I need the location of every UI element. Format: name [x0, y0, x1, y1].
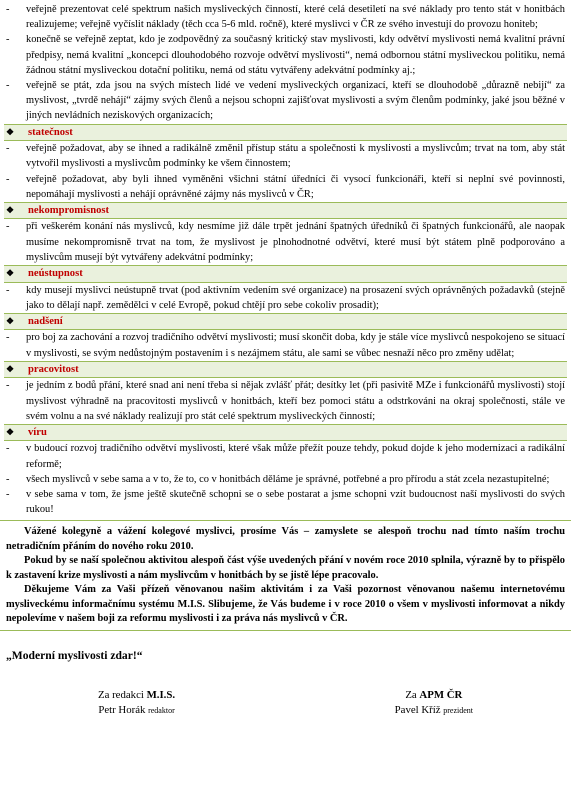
wish-sections [6, 124, 565, 521]
diamond-bullet-icon: ❖ [6, 316, 15, 327]
signature-name: Pavel Kříž [394, 703, 441, 716]
signature-org-prefix: Za redakci [98, 689, 144, 702]
list-item-text: při veškerém konání nás myslivců, kdy nesmíme již dále trpět jednání špatných úředníků či špatných funkcionářů, ale naopak musíme nekompromisně trvat na tom, že myslivost je plnohodnotné odvětví, které musí být státem plně podporováno a myslivcům musejí být vytvářeny adekvátní podmínky; [26, 221, 565, 263]
section-heading [4, 424, 567, 442]
diamond-bullet-icon: ❖ [6, 427, 15, 438]
bullet-dash: - [6, 143, 10, 155]
signatures [6, 688, 565, 718]
closing-paragraph: Vážené kolegyně a vážení kolegové myslivci, prosíme Vás – zamyslete se alespoň trochu nad tímto naším trochu netradičním přáním do nového roku 2010. [6, 526, 565, 552]
bullet-dash: - [6, 221, 10, 233]
list-item [6, 472, 565, 487]
list-item [6, 441, 565, 471]
list-item [6, 172, 565, 202]
list-item-text: v sebe sama v tom, že jsme ještě skutečně schopni se o sebe postarat a jsme schopni vzít budoucnost naší myslivosti do svých rukou! [26, 489, 565, 516]
list-item-text: pro boj za zachování a rozvoj tradičního odvětví myslivosti; musí skončit doba, kdy je stále více myslivců nespokojeno se situací v myslivosti, se svým nedůstojným postavením i s nezájmem státu, ale sami se vůbec nesnaží něco pro změny udělat; [26, 332, 565, 359]
closing-paragraph: Děkujeme Vám za Vaši přízeň věnovanou našim aktivitám i za Vaši pozornost věnovanou našemu internetovému mysliveckému informačnímu systému M.I.S. Slibujeme, že Vás budeme i v roce 2010 o všem v myslivosti informovat a nikdy nepolevíme v našem boji za reformu myslivosti i za práva nás myslivců v ČR. [6, 584, 565, 624]
list-item-text: všech myslivců v sebe sama a v to, že to, co v honitbách děláme je správné, potřebné a pro přírodu a stát zcela nezastupitelné; [26, 473, 550, 485]
diamond-bullet-icon: ❖ [6, 205, 15, 216]
section-heading-label: nekompromisnost [28, 205, 110, 217]
signature-name: Petr Horák [98, 703, 146, 716]
section-heading-label: neústupnost [28, 268, 83, 280]
section-heading-label: statečnost [28, 126, 73, 138]
list-item [6, 141, 565, 171]
list-item-text: v budoucí rozvoj tradičního odvětví myslivosti, které však může přežít pouze tehdy, pokud dojde k jeho modernizaci a radikální reformě; [26, 443, 565, 470]
section-heading [4, 265, 567, 283]
list-item [6, 2, 565, 32]
signature-association [395, 688, 473, 718]
section-heading [4, 124, 567, 142]
bullet-dash: - [6, 332, 10, 344]
bullet-dash: - [6, 380, 10, 392]
greeting: „Moderní myslivosti zdar!“ [6, 649, 143, 663]
section-heading-label: víru [28, 427, 47, 439]
diamond-bullet-icon: ❖ [6, 126, 15, 137]
list-item-text: konečně se veřejně zeptat, kdo je zodpovědný za současný kritický stav myslivosti, kdy odvětví myslivosti nemá kvalitní právní předpisy, nemá kvalitní „koncepci dlouhodobého rozvoje odvětví myslivosti“, nemá odbornou státní mysliveckou politiku, nemá žádnou státní mysliveckou dotační politiku, nemá od státu vytvářeny adekvátní podmínky aj.; [26, 34, 565, 76]
bullet-dash: - [6, 80, 10, 92]
list-item-text: veřejně požadovat, aby byli ihned vyměněni všichni státní úředníci či vysocí funkcionáři, kteří si neplní své povinnosti, nepomáhají myslivosti a nehájí oprávněné zájmy nás myslivců v ČR; [26, 173, 565, 200]
list-item-text: je jedním z bodů přání, které snad ani není třeba si nějak zvlášť přát; desítky let (při pasivitě MZe i funkcionářů myslivosti) stojí myslivost výhradně na pracovitosti myslivců v honitbách, kteří bez pomoci státu a odstrkováni na okraj společnosti, stále ve svém volnu a na své náklady realizují pro stát celé spektrum mysliveckých činností; [26, 380, 565, 422]
section-heading [4, 313, 567, 331]
closing-paragraph: Pokud by se naší společnou aktivitou alespoň část výše uvedených přání v novém roce 2010 splnila, výrazně by to přispělo k zastavení krize myslivosti a nám myslivcům v honitbách by se jistě lépe pracovalo. [6, 555, 565, 581]
bullet-dash: - [6, 284, 10, 296]
intro-list [6, 2, 565, 124]
list-item [6, 78, 565, 124]
signature-role: redaktor [148, 705, 175, 715]
list-item [6, 283, 565, 313]
section-heading [4, 361, 567, 379]
signature-org: APM ČR [419, 689, 463, 702]
bullet-dash: - [6, 173, 10, 185]
list-item [6, 330, 565, 360]
list-item-text: veřejně požadovat, aby se ihned a radikálně změnil přístup státu a společnosti k myslivosti a myslivcům; trvat na tom, aby stát vytvořil myslivosti a myslivcům podmínky ke všem činnostem; [26, 143, 565, 170]
list-item [6, 32, 565, 78]
signature-org: M.I.S. [146, 689, 176, 702]
diamond-bullet-icon: ❖ [6, 268, 15, 279]
bullet-dash: - [6, 473, 10, 485]
signature-org-prefix: Za [405, 689, 417, 702]
section-heading-label: pracovitost [28, 364, 79, 376]
list-item [6, 378, 565, 424]
bullet-dash: - [6, 443, 10, 455]
signature-role: prezident [443, 705, 473, 715]
diamond-bullet-icon: ❖ [6, 364, 15, 375]
list-item-text: veřejně prezentovat celé spektrum našich mysliveckých činností, které celá desetiletí na své náklady pro tento stát v honitbách realizujeme; veřejně vyčíslit náklady (těch cca 5-6 mld. ročně), které myslivci v ČR ze svého investují do provozu honiteb; [26, 4, 565, 31]
list-item-text: kdy musejí myslivci neústupně trvat (pod aktivním vedením své organizace) na prosazení svých oprávněných požadavků (stejně jako to dělají např. zemědělci v celé Evropě, pokud chtějí pro sebe cokoliv prosadit); [26, 284, 565, 311]
section-heading-label: nadšení [28, 316, 63, 328]
bullet-dash: - [6, 489, 10, 501]
section-heading [4, 202, 567, 220]
bullet-dash: - [6, 4, 10, 15]
closing-block [0, 520, 571, 631]
bullet-dash: - [6, 34, 10, 46]
list-item-text: veřejně se ptát, zda jsou na svých místech lidé ve vedení mysliveckých organizací, kteří se dlouhodobě „důrazně nebijí“ za myslivost, „tvrdě nehájí“ zájmy svých členů a nejsou schopni zajišťovat myslivosti a svým členům podmínky, jaké jsou běžné v jiných nevládních neziskových organizacích; [26, 80, 565, 122]
signature-editorial [98, 688, 175, 718]
list-item [6, 487, 565, 517]
list-item [6, 219, 565, 265]
